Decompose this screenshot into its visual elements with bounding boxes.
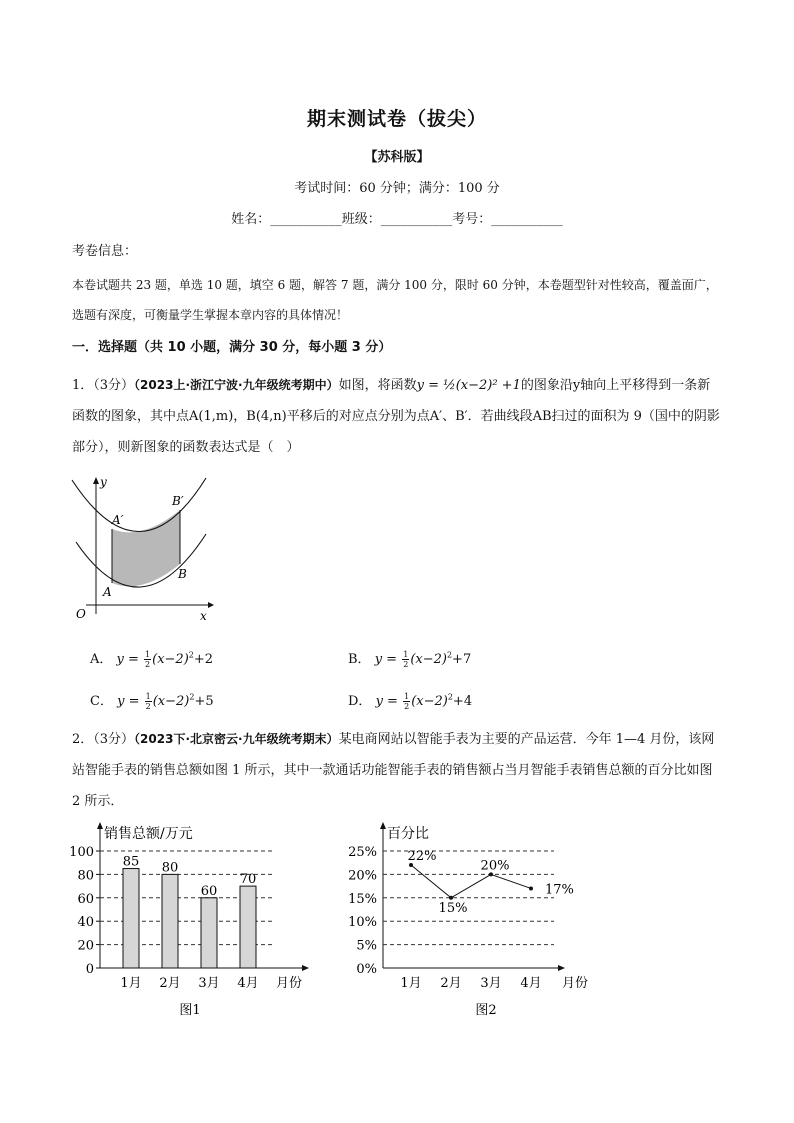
q1-parabola-graph bbox=[62, 474, 222, 624]
option-a[interactable]: A． y = $\frac{1}{2}$ $(x-2)^2+2$ bbox=[90, 650, 214, 669]
y-tick-label: 10% bbox=[348, 915, 377, 931]
y-tick-label: 0 bbox=[85, 962, 94, 977]
data-point bbox=[449, 896, 453, 900]
y-tick-label: 25% bbox=[348, 845, 377, 860]
y-tick-label: 0% bbox=[356, 962, 377, 977]
y-tick-label: 100 bbox=[69, 845, 94, 860]
parabola-upper bbox=[72, 478, 206, 532]
option-d-label: D． bbox=[348, 694, 372, 709]
q1-number: 1．（3分） bbox=[72, 378, 135, 393]
info-text: 本卷试题共 23 题，单选 10 题，填空 6 题，解答 7 题，满分 100 分，限时 60 分钟，本卷题型针对性较高，覆盖面广，选题有深度，可衡量学生掌握本章内容的具体情况！ bbox=[72, 278, 718, 322]
y-axis-arrow bbox=[380, 822, 386, 829]
y-axis-label: 百分比 bbox=[387, 826, 429, 842]
option-b-expr-tail: (x−2) bbox=[410, 652, 447, 667]
x-tick-label: 1月 bbox=[400, 976, 422, 991]
option-d-expr-head: y = bbox=[375, 694, 403, 709]
option-d[interactable]: D． y = $\frac{1}{2}$ $(x-2)^2+4$ bbox=[348, 692, 473, 711]
info-heading: 考卷信息： bbox=[72, 244, 138, 259]
point-data-label: 15% bbox=[438, 900, 468, 916]
bar bbox=[240, 886, 256, 968]
bar-data-label: 60 bbox=[200, 883, 218, 899]
question-1 bbox=[72, 370, 722, 463]
bar bbox=[201, 898, 217, 968]
point-data-label: 20% bbox=[480, 858, 510, 874]
option-c-expr-head: y = bbox=[117, 694, 144, 709]
q1-function: y = ½(x−2)² +1 bbox=[416, 378, 521, 393]
y-tick-label: 15% bbox=[348, 891, 377, 907]
page-title: 期末测试卷（拔尖） bbox=[306, 108, 487, 130]
x-tick-label: 3月 bbox=[198, 976, 220, 991]
bar bbox=[162, 874, 178, 968]
y-tick-label: 40 bbox=[77, 915, 94, 931]
option-a-label: A． bbox=[90, 652, 113, 667]
q1-source: （2023上·浙江宁波·九年级统考期中） bbox=[134, 378, 339, 392]
student-info-line: 姓名：___________班级：___________考号：___________ bbox=[231, 212, 563, 227]
label-a-prime: A′ bbox=[112, 513, 124, 527]
exam-meta: 考试时间：60 分钟；满分：100 分 bbox=[294, 181, 500, 196]
option-b-expr-head: y = bbox=[374, 652, 402, 667]
option-c-label: C． bbox=[90, 694, 113, 709]
x-tick-label: 1月 bbox=[120, 976, 142, 991]
q2-text: 某电商网站以智能手表为主要的产品运营．今年 1—4 月份，该网站智能手表的销售总额如图 1 所示，其中一款通话功能智能手表的销售额占当月智能手表销售总额的百分比如图 2 所示． bbox=[72, 732, 715, 809]
x-axis-label: 月份 bbox=[276, 976, 303, 991]
option-a-constant: +2 bbox=[193, 652, 214, 667]
edition-label: 【苏科版】 bbox=[364, 150, 430, 165]
option-b-label: B． bbox=[348, 652, 371, 667]
line-chart-percentage bbox=[340, 818, 602, 1023]
y-tick-label: 20% bbox=[348, 868, 377, 884]
option-c-fraction: $\frac{1}{2}$ bbox=[145, 692, 151, 711]
option-a-expr-tail: (x−2) bbox=[152, 652, 189, 667]
option-c-expr-tail: (x−2) bbox=[152, 694, 190, 709]
x-tick-label: 2月 bbox=[440, 976, 462, 991]
x-tick-label: 3月 bbox=[480, 976, 502, 991]
x-axis-arrow bbox=[302, 965, 309, 971]
x-tick-label: 2月 bbox=[159, 976, 181, 991]
y-axis-label: 销售总额/万元 bbox=[104, 826, 193, 842]
y-tick-label: 5% bbox=[356, 938, 377, 954]
y-tick-label: 80 bbox=[77, 868, 94, 884]
bar-chart-sales bbox=[66, 818, 316, 1023]
option-d-fraction: $\frac{1}{2}$ bbox=[404, 692, 410, 711]
series-line bbox=[411, 865, 531, 898]
y-tick-label: 20 bbox=[77, 938, 94, 954]
chart-title: 图2 bbox=[475, 1003, 497, 1018]
q2-source: （2023下·北京密云·九年级统考期末） bbox=[134, 732, 339, 746]
label-a: A bbox=[103, 585, 112, 599]
label-x: x bbox=[200, 609, 207, 623]
option-d-expr-tail: (x−2) bbox=[411, 694, 448, 709]
option-a-expr-head: y = bbox=[116, 652, 144, 667]
option-a-fraction: $\frac{1}{2}$ bbox=[145, 650, 151, 669]
point-data-label: 22% bbox=[407, 849, 437, 865]
section-heading: 一．选择题（共 10 小题，满分 30 分，每小题 3 分） bbox=[72, 340, 392, 355]
option-b-constant: +7 bbox=[452, 652, 472, 667]
q2-number: 2．（3分） bbox=[72, 732, 135, 747]
data-point bbox=[529, 886, 533, 890]
bar bbox=[123, 869, 139, 968]
x-axis-arrow bbox=[558, 965, 565, 971]
chart-title: 图1 bbox=[179, 1003, 201, 1018]
bar-data-label: 80 bbox=[161, 860, 179, 876]
y-axis-arrow bbox=[97, 822, 103, 829]
bar-data-label: 85 bbox=[122, 854, 140, 870]
bar-data-label: 70 bbox=[239, 872, 257, 888]
label-y: y bbox=[100, 475, 107, 489]
y-axis-arrow bbox=[93, 477, 99, 484]
option-b-fraction: $\frac{1}{2}$ bbox=[403, 650, 409, 669]
option-b[interactable]: B． y = $\frac{1}{2}$ $(x-2)^2+7$ bbox=[348, 650, 472, 669]
point-data-label: 17% bbox=[545, 882, 574, 898]
x-tick-label: 4月 bbox=[520, 976, 542, 991]
x-axis-label: 月份 bbox=[562, 976, 589, 991]
question-2 bbox=[72, 724, 722, 817]
label-origin: O bbox=[76, 607, 86, 621]
label-b: B bbox=[178, 567, 187, 581]
q1-text-b: 的图象沿y轴向上平移得到一条新函数的图象，其中点A(1,m)，B(4,n)平移后的对应点分别为点A′、B′．若曲线段AB扫过的面积为 9（国中的阴影部分），则新图象的函数表达式是（ ） bbox=[72, 378, 720, 455]
label-b-prime: B′ bbox=[172, 494, 184, 508]
option-c[interactable]: C． y = $\frac{1}{2}$ $(x-2)^2+5$ bbox=[90, 692, 214, 711]
option-c-constant: +5 bbox=[194, 694, 214, 709]
x-axis-arrow bbox=[208, 602, 214, 608]
option-d-constant: +4 bbox=[452, 694, 473, 709]
q1-text-a: 如图，将函数 bbox=[338, 378, 417, 393]
y-tick-label: 60 bbox=[77, 891, 94, 907]
x-tick-label: 4月 bbox=[237, 976, 259, 991]
